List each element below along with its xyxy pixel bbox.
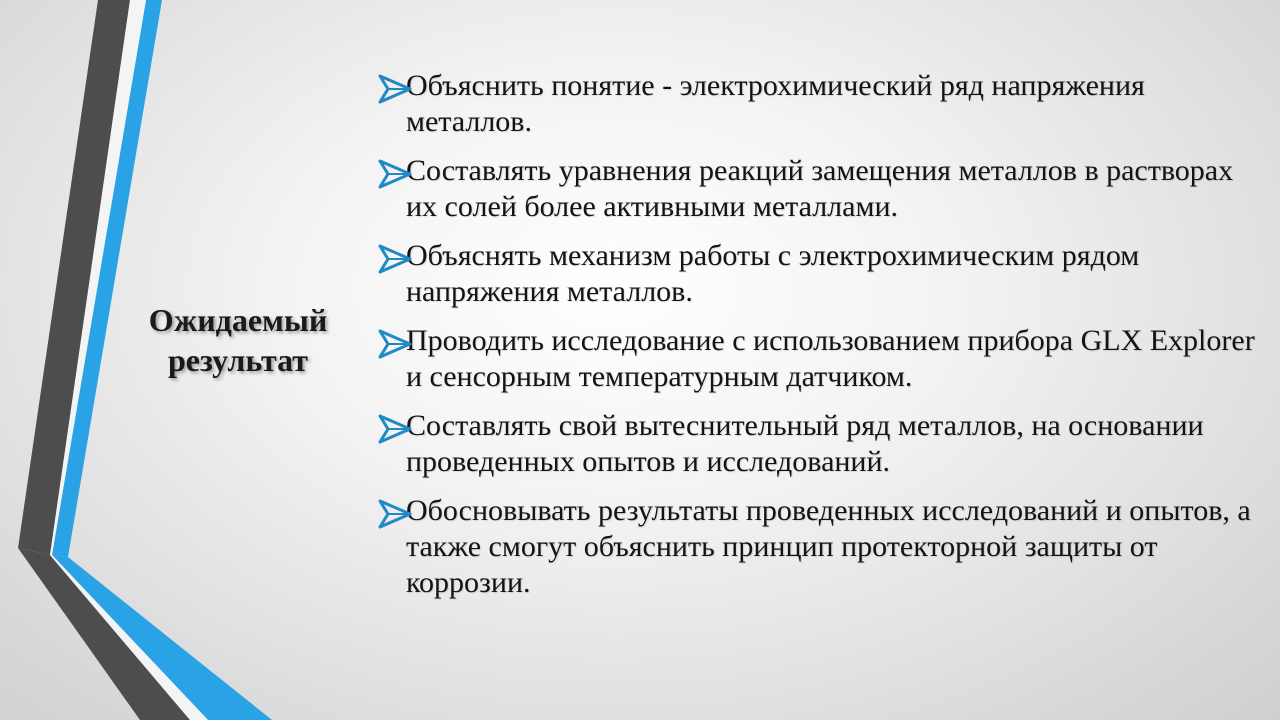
arrow-bullet-icon: [378, 329, 412, 359]
bullet-item: [378, 238, 1268, 310]
arrow-bullet-icon: [378, 74, 412, 104]
bullet-text: Объяснять механизм работы с электрохимическим рядом напряжения металлов.: [406, 239, 1140, 308]
slide-title: [118, 300, 358, 380]
arrow-bullet-icon: [378, 414, 412, 444]
bullet-text: Объяснить понятие - электрохимический ряд напряжения металлов.: [406, 69, 1145, 138]
arrow-bullet-icon: [378, 499, 412, 529]
arrow-bullet-icon: [378, 244, 412, 274]
bullet-list: [378, 68, 1268, 614]
slide-title-line-2: результат: [167, 342, 309, 378]
bullet-item: [378, 493, 1268, 601]
bullet-item: [378, 408, 1268, 480]
arrow-bullet-icon: [378, 159, 412, 189]
bullet-item: [378, 68, 1268, 140]
slide-title-line-1: Ожидаемый: [148, 302, 328, 338]
bullet-text: Составлять свой вытеснительный ряд металлов, на основании проведенных опытов и исследований.: [406, 409, 1204, 478]
bullet-item: [378, 153, 1268, 225]
bullet-text: Составлять уравнения реакций замещения металлов в растворах их солей более активными металлами.: [406, 154, 1234, 223]
bullet-text: Проводить исследование с использованием прибора GLX Explorer и сенсорным температурным датчиком.: [406, 324, 1255, 393]
bullet-text: Обосновывать результаты проведенных исследований и опытов, а также смогут объяснить принцип протекторной защиты от коррозии.: [406, 494, 1251, 599]
bullet-item: [378, 323, 1268, 395]
